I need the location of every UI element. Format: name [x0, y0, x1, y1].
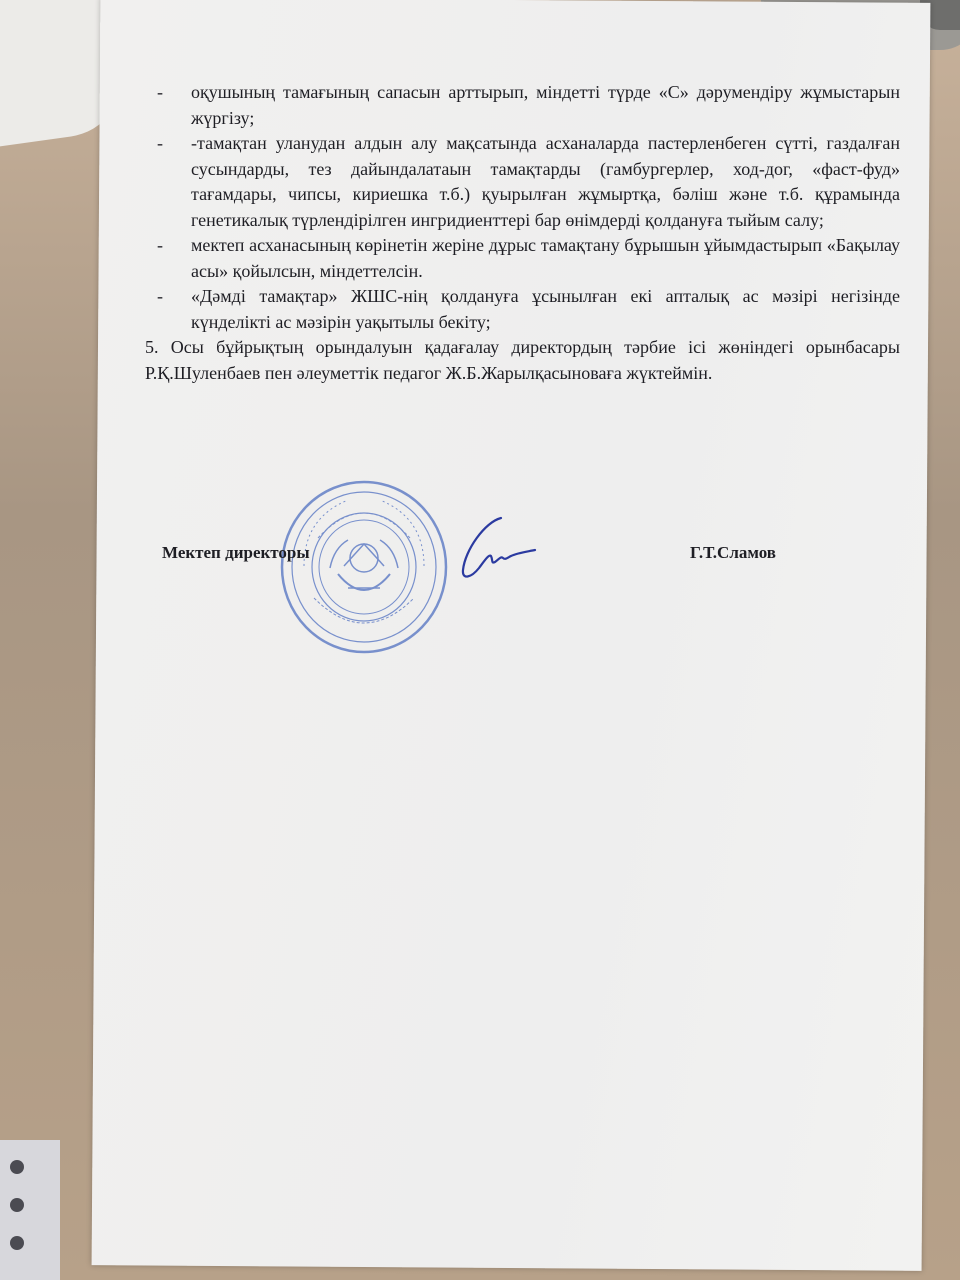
list-item — [145, 233, 900, 284]
binder-hole — [10, 1198, 24, 1212]
bullet-marker: - — [157, 133, 163, 153]
bullet-marker: - — [157, 235, 163, 255]
binder-sleeve — [0, 1140, 60, 1280]
director-name: Г.Т.Сламов — [690, 543, 776, 562]
document-body — [145, 80, 900, 386]
bullet-text: мектеп асханасының көрінетін жеріне дұрыс тамақтану бұрышын ұйымдастырып «Бақылау асы» қойылсын, міндеттелсін. — [191, 235, 900, 281]
director-title: Мектеп директоры — [162, 543, 310, 562]
bullet-text: «Дәмді тамақтар» ЖШС-нің қолдануға ұсынылған екі апталық ас мәзірі негізінде күнделікті ас мәзірін уақытылы бекіту; — [191, 286, 900, 332]
signature-icon — [455, 512, 540, 587]
bullet-marker: - — [157, 286, 163, 306]
list-item — [145, 131, 900, 233]
official-seal-icon — [278, 478, 450, 656]
paragraph-5: 5. Осы бұйрықтың орындалуын қадағалау директордың тәрбие ісі жөніндегі орынбасары Р.Қ.Шуленбаев пен әлеуметтік педагог Ж.Б.Жарылқасыноваға жүктеймін. — [145, 337, 900, 383]
bullet-text: оқушының тамағының сапасын арттырып, міндетті түрде «С» дәрумендіру жұмыстарын жүргізу; — [191, 82, 900, 128]
list-item — [145, 80, 900, 131]
binder-hole — [10, 1236, 24, 1250]
binder-hole — [10, 1160, 24, 1174]
list-item — [145, 284, 900, 335]
bullet-text: -тамақтан уланудан алдын алу мақсатында асханаларда пастерленбеген сүтті, газдалған сусындарды, тез дайындалатаын тамақтарды (гамбургерлер, ход-дог, «фаст-фуд» тағамдары, чипсы, кириешка т.б.) қуырылған жұмыртқа, бәліш және т.б. құрамында генетикалық түрлендірілген ингридиенттері бар өнімдерді қолдануға тыйым салу; — [191, 133, 900, 230]
bullet-marker: - — [157, 82, 163, 102]
